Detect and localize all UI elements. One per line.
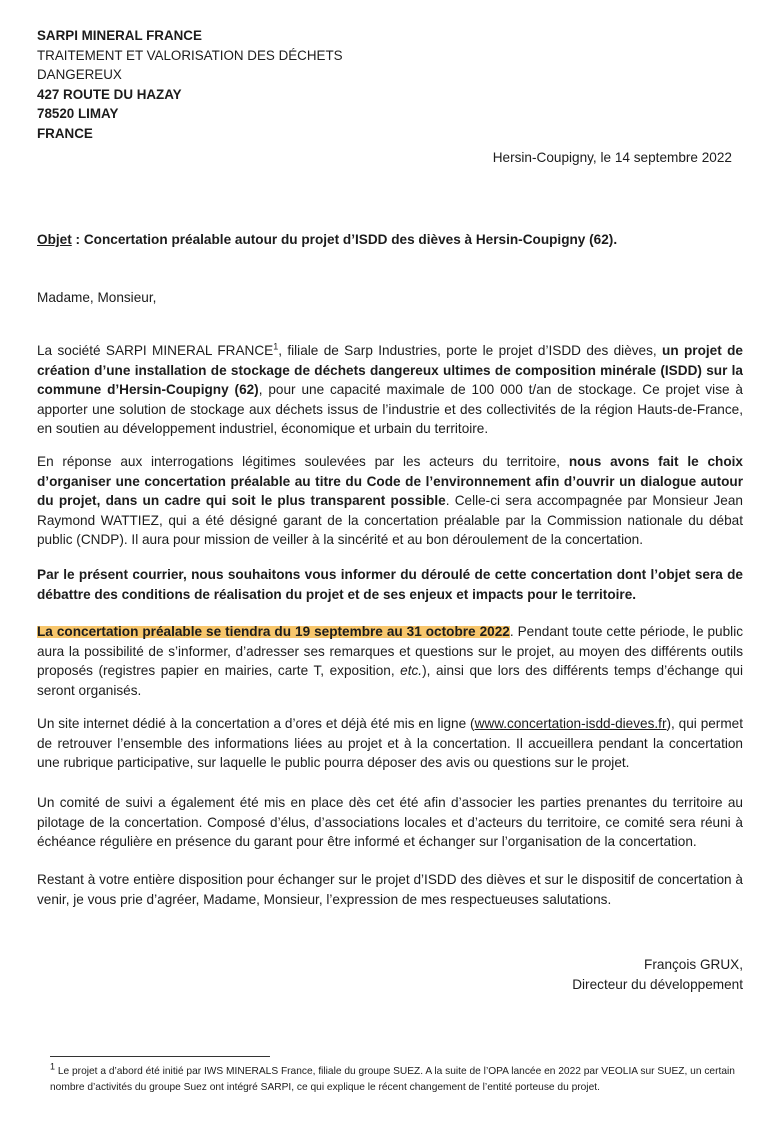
- highlighted-dates: La concertation préalable se tiendra du 19 septembre au 31 octobre 2022: [37, 624, 510, 639]
- letter-date: Hersin-Coupigny, le 14 septembre 2022: [492, 150, 732, 165]
- signatory-name: François GRUX,: [644, 957, 743, 972]
- subject-label: Objet: [37, 232, 72, 247]
- footnote-text: Le projet a d’abord été initié par IWS MINERALS France, filiale du groupe SUEZ. A la suite de l’OPA lancée en 2022 par VEOLIA sur SUEZ, un certain nombre d’activités du groupe Suez ont intégré SARPI, ce qui explique le récent changement de l’entité porteuse du projet.: [50, 1066, 735, 1093]
- p1-text-c: , pour une capacité maximale de 100 000 t/an de stockage. Ce projet vise à apporter une solution de stockage aux déchets issus de l’industrie et des collectivités de la région Hauts-de-France, en soutien au développement industriel, économique et urbain du territoire.: [37, 382, 743, 437]
- paragraph-1: [37, 341, 743, 439]
- subject-text: : Concertation préalable autour du projet d’ISDD des dièves à Hersin-Coupigny (62).: [71, 232, 618, 247]
- paragraph-6: Un comité de suivi a également été mis en place dès cet été afin d’associer les parties prenantes du territoire au pilotage de la concertation. Composé d’élus, d’associations locales et d’acteurs du territoire, ce comité sera réuni à échéance régulière en présence du garant pour être informé et échanger sur l’organisation de la concertation.: [37, 795, 743, 850]
- paragraph-7: Restant à votre entière disposition pour échanger sur le projet d’ISDD des dièves et sur le dispositif de concertation à venir, je vous prie d’agréer, Madame, Monsieur, l’expression de mes respectueuses salutations.: [37, 872, 743, 907]
- paragraph-2: [37, 452, 743, 550]
- sender-country: FRANCE: [37, 125, 93, 141]
- sender-street: 427 ROUTE DU HAZAY: [37, 86, 182, 102]
- p4-text-b: ), ainsi que lors des différents temps d’échange qui seront organisés.: [37, 663, 743, 698]
- p2-bold: nous avons fait le choix d’organiser une concertation préalable au titre du Code de l’environnement afin d’ouvrir un dialogue autour du projet, dans un cadre qui soit le plus transparent possible: [37, 454, 743, 509]
- footnote-ref: 1: [273, 341, 279, 352]
- sender-line-3: DANGEREUX: [37, 67, 122, 83]
- paragraph-4: [37, 622, 743, 700]
- paragraph-5: [37, 714, 743, 773]
- p1-text-a: La société SARPI MINERAL FRANCE: [37, 343, 274, 358]
- website-link[interactable]: www.concertation-isdd-dieves.fr: [474, 716, 667, 731]
- letter-subject: [37, 232, 617, 247]
- p5-text-a: Un site internet dédié à la concertation a d’ores et déjà été mis en ligne (: [37, 716, 475, 731]
- p5-text-b: ), qui permet de retrouver l’ensemble des informations liées au projet et à la concertation. Il accueillera pendant la concertation une rubrique participative, sur laquelle le public pourra déposer des avis ou questions sur le projet.: [37, 716, 743, 771]
- p1-bold: un projet de création d’une installation de stockage de déchets dangereux ultimes de composition minérale (ISDD) sur la commune d’Hersin-Coupigny (62): [37, 343, 743, 398]
- signature-block: [572, 955, 743, 995]
- p2-text-b: . Celle-ci sera accompagnée par Monsieur Jean Raymond WATTIEZ, qui a été désigné garant de la concertation préalable par la Commission nationale du débat public (CNDP). Il aura pour mission de veiller à la sincérité et au bon déroulement de la concertation.: [37, 493, 743, 548]
- p2-text-a: En réponse aux interrogations légitimes soulevées par les acteurs du territoire,: [37, 454, 569, 469]
- signatory-title: Directeur du développement: [572, 977, 743, 992]
- sender-name: SARPI MINERAL FRANCE: [37, 28, 202, 43]
- p1-text-b: , filiale de Sarp Industries, porte le projet d’ISDD des dièves,: [278, 343, 663, 358]
- paragraph-3: Par le présent courrier, nous souhaitons vous informer du déroulé de cette concertation dont l’objet sera de débattre des conditions de réalisation du projet et de ses enjeux et impacts pour le territoire.: [37, 567, 743, 602]
- sender-city: 78520 LIMAY: [37, 106, 119, 122]
- footnote-number: 1: [50, 1061, 56, 1072]
- footnote: [50, 1061, 750, 1095]
- salutation: Madame, Monsieur,: [37, 290, 157, 305]
- p4-italic: etc.: [400, 663, 423, 679]
- sender-address: [37, 26, 343, 144]
- sender-line-2: TRAITEMENT ET VALORISATION DES DÉCHETS: [37, 47, 343, 63]
- footnote-divider: [50, 1056, 270, 1057]
- p4-text-a: . Pendant toute cette période, le public aura la possibilité de s’informer, d’adresser ses remarques et questions sur le projet, au moyen des différents outils proposés (registres papier en mairies, carte T, exposition,: [37, 624, 744, 679]
